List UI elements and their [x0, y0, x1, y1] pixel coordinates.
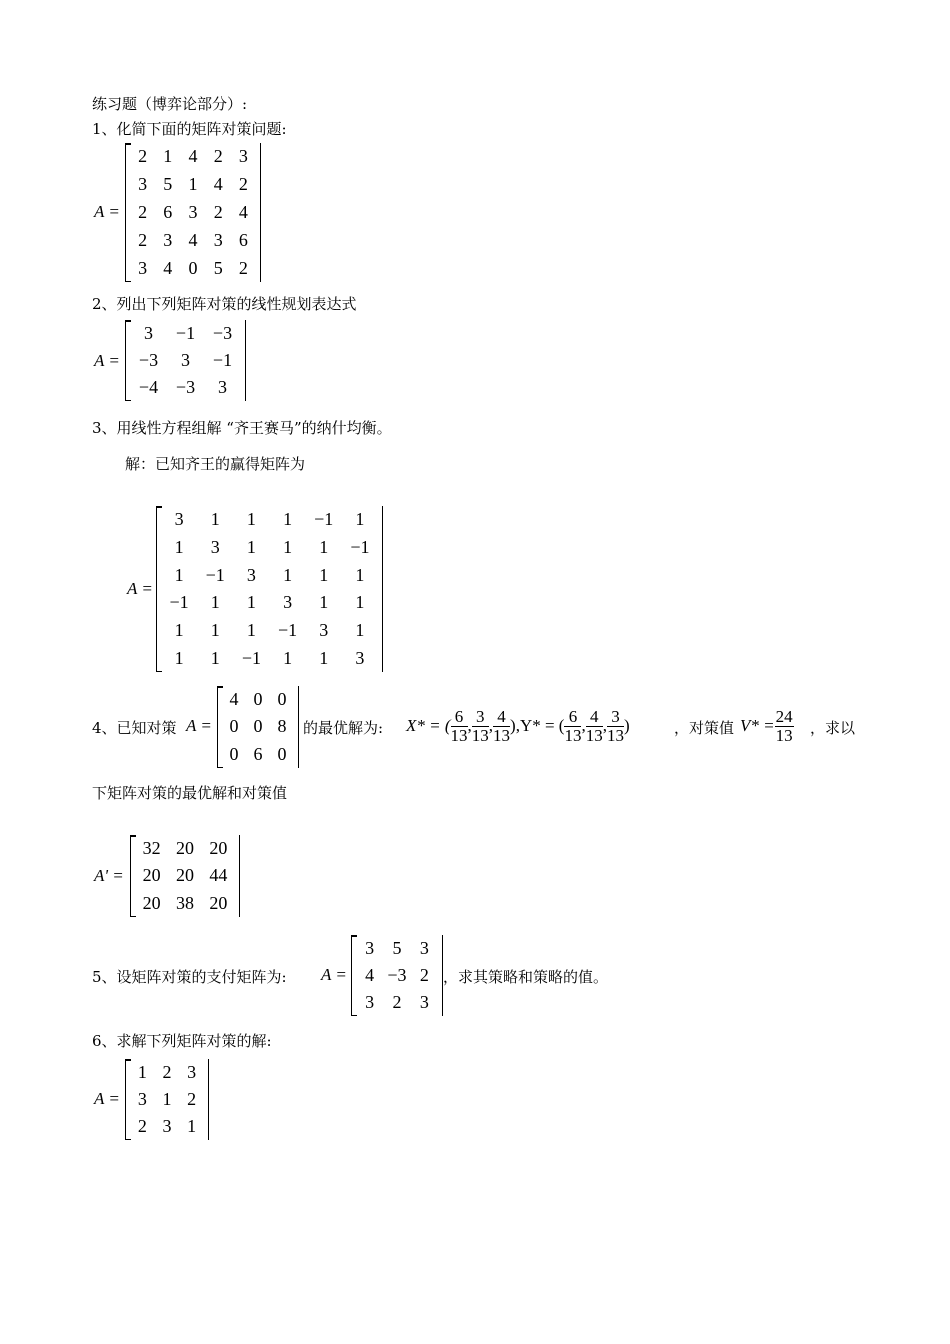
matrix-cell: 3	[365, 938, 375, 958]
x-frac-2: $\frac{3}{13}$	[471, 706, 489, 745]
matrix-cell: 20	[209, 892, 228, 913]
question-3-matrix	[156, 506, 383, 672]
question-4-value-text: ，对策值	[674, 719, 735, 737]
matrix-cell: 20	[142, 892, 161, 913]
question-6-matrix	[125, 1059, 209, 1140]
matrix-cell: 1	[162, 1089, 172, 1109]
matrix-cell: 3	[187, 1062, 197, 1082]
question-1-matrix	[125, 143, 261, 282]
matrix-cell: 32	[142, 838, 161, 859]
matrix-cell: 1	[174, 647, 184, 668]
question-2-matrix	[125, 320, 246, 401]
matrix-cell: 1	[174, 536, 184, 557]
matrix-cell: 0	[188, 257, 198, 278]
question-4-label: A =	[186, 716, 212, 735]
matrix-cell: 3	[162, 1116, 172, 1136]
matrix-cell: 3	[174, 509, 184, 530]
matrix-cell: 2	[138, 146, 148, 167]
v-frac: $\frac{24}{13}$	[775, 706, 793, 745]
matrix-cell: 20	[142, 865, 161, 886]
matrix-cell: −1	[314, 509, 334, 530]
x-frac-3: $\frac{4}{13}$	[493, 706, 511, 745]
matrix-cell: 2	[419, 965, 429, 985]
matrix-cell: 3	[283, 592, 293, 613]
matrix-cell: 0	[253, 689, 263, 710]
question-3-label: A =	[127, 579, 153, 598]
matrix-cell: 44	[209, 865, 228, 886]
y-frac-2: $\frac{4}{13}$	[585, 706, 603, 745]
matrix-cell: 1	[355, 592, 365, 613]
matrix-cell: 5	[163, 174, 173, 195]
matrix-cell: 4	[163, 257, 173, 278]
matrix-cell: 4	[188, 229, 198, 250]
question-5-label: A =	[321, 965, 347, 984]
matrix-cell: 1	[319, 592, 329, 613]
matrix-cell: 0	[253, 716, 263, 737]
matrix-cell: 2	[162, 1062, 172, 1082]
matrix-cell: 2	[138, 229, 148, 250]
matrix-cell: 3	[419, 992, 429, 1012]
matrix-cell: 1	[187, 1116, 197, 1136]
matrix-cell: 1	[246, 536, 256, 557]
y-close: )	[623, 716, 630, 735]
matrix-cell: 2	[238, 174, 248, 195]
matrix-cell: 3	[419, 938, 429, 958]
matrix-cell: 4	[188, 146, 198, 167]
question-4-matrix	[217, 686, 299, 768]
question-5-prefix: 5、设矩阵对策的支付矩阵为:	[92, 968, 287, 986]
matrix-cell: 1	[283, 647, 293, 668]
matrix-cell: 1	[283, 536, 293, 557]
matrix-cell: 3	[246, 564, 256, 585]
matrix-cell: 3	[213, 229, 223, 250]
matrix-cell: 3	[188, 201, 198, 222]
v-star-label: V* =	[740, 716, 775, 735]
matrix-cell: 1	[283, 564, 293, 585]
matrix-cell: 3	[144, 323, 153, 343]
x-star-label: X* = (	[406, 716, 451, 735]
matrix-cell: 2	[238, 257, 248, 278]
matrix-cell: 1	[319, 536, 329, 557]
question-6-text: 6、求解下列矩阵对策的解:	[92, 1032, 272, 1050]
matrix-cell: 2	[392, 992, 402, 1012]
matrix-cell: 3	[238, 146, 248, 167]
matrix-cell: 6	[253, 743, 263, 764]
matrix-cell: 3	[355, 647, 365, 668]
matrix-cell: 1	[137, 1062, 147, 1082]
question-3-text: 3、用线性方程组解 “齐王赛马”的纳什均衡。	[92, 419, 392, 437]
matrix-cell: 2	[213, 201, 223, 222]
matrix-cell: 1	[163, 146, 173, 167]
matrix-cell: 1	[355, 564, 365, 585]
matrix-cell: 20	[175, 865, 194, 886]
matrix-cell: 1	[174, 619, 184, 640]
matrix-cell: 3	[138, 257, 148, 278]
question-5-suffix: ，求其策略和策略的值。	[443, 968, 609, 986]
matrix-cell: 3	[319, 619, 329, 640]
matrix-cell: −4	[138, 377, 159, 397]
question-2-text: 2、列出下列矩阵对策的线性规划表达式	[92, 295, 357, 313]
matrix-cell: −1	[169, 592, 189, 613]
worksheet-title: 练习题（博弈论部分）:	[92, 95, 248, 113]
matrix-cell: 2	[137, 1116, 147, 1136]
question-6-label: A =	[94, 1089, 120, 1108]
matrix-cell: 0	[229, 716, 239, 737]
matrix-cell: 1	[246, 619, 256, 640]
matrix-cell: 3	[365, 992, 375, 1012]
question-4-prefix: 4、已知对策	[92, 719, 177, 737]
matrix-cell: 1	[210, 592, 220, 613]
matrix-cell: 3	[210, 536, 220, 557]
matrix-cell: −1	[212, 350, 233, 370]
y-frac-3: $\frac{3}{13}$	[606, 706, 624, 745]
matrix-cell: 1	[283, 509, 293, 530]
x-frac-1: $\frac{6}{13}$	[450, 706, 468, 745]
matrix-cell: 5	[392, 938, 402, 958]
matrix-cell: 0	[277, 689, 287, 710]
question-4-optimal-text: 的最优解为:	[303, 719, 384, 737]
y-star-label: ),Y* = (	[510, 716, 565, 735]
matrix-cell: 6	[238, 229, 248, 250]
question-1-label: A =	[94, 202, 120, 221]
matrix-cell: 2	[213, 146, 223, 167]
y-frac-1: $\frac{6}{13}$	[564, 706, 582, 745]
matrix-cell: 20	[175, 838, 194, 859]
matrix-cell: 3	[181, 350, 190, 370]
matrix-cell: 3	[138, 174, 148, 195]
question-2-label: A =	[94, 351, 120, 370]
game-value-formula	[740, 704, 794, 748]
matrix-cell: 0	[229, 743, 239, 764]
matrix-cell: 2	[138, 201, 148, 222]
matrix-cell: −3	[387, 965, 407, 985]
matrix-cell: 5	[213, 257, 223, 278]
question-5-matrix	[351, 935, 443, 1016]
matrix-cell: 4	[238, 201, 248, 222]
question-4-tail: ，求以	[810, 719, 856, 737]
optimal-solution-formula: X* = ( $\frac{6}{13}$ , $\frac{3}{13}$ , $\frac{4}{13}$ ),Y* = ( $\frac{6}{13}$ , $\frac{4}{13}$ , $\frac{3}{13}$ )	[406, 706, 630, 745]
matrix-cell: 38	[175, 892, 194, 913]
matrix-cell: 1	[188, 174, 198, 195]
matrix-cell: −1	[241, 647, 261, 668]
matrix-cell: 3	[163, 229, 173, 250]
matrix-cell: 1	[246, 509, 256, 530]
matrix-cell: 4	[229, 689, 239, 710]
matrix-cell: 1	[210, 647, 220, 668]
matrix-cell: 0	[277, 743, 287, 764]
matrix-cell: −3	[138, 350, 159, 370]
matrix-cell: 1	[319, 647, 329, 668]
matrix-cell: 1	[210, 509, 220, 530]
matrix-cell: 1	[355, 509, 365, 530]
question-4-continuation: 下矩阵对策的最优解和对策值	[92, 784, 288, 802]
matrix-cell: 1	[246, 592, 256, 613]
question-1-text: 1、化简下面的矩阵对策问题:	[92, 120, 287, 138]
matrix-cell: −3	[212, 323, 233, 343]
matrix-cell: −1	[205, 564, 225, 585]
matrix-cell: 6	[163, 201, 173, 222]
matrix-cell: 3	[137, 1089, 147, 1109]
matrix-cell: 8	[277, 716, 287, 737]
question-4-matrix-2	[130, 835, 240, 917]
matrix-cell: −1	[175, 323, 196, 343]
matrix-cell: 3	[218, 377, 227, 397]
matrix-cell: 2	[187, 1089, 197, 1109]
question-4-label-2: A' =	[94, 866, 124, 885]
matrix-cell: 1	[355, 619, 365, 640]
question-3-solution: 解：已知齐王的赢得矩阵为	[125, 455, 306, 473]
matrix-cell: 4	[365, 965, 375, 985]
matrix-cell: 20	[209, 838, 228, 859]
matrix-cell: 1	[174, 564, 184, 585]
matrix-cell: −1	[350, 536, 370, 557]
matrix-cell: 1	[319, 564, 329, 585]
matrix-cell: 1	[210, 619, 220, 640]
matrix-cell: −3	[175, 377, 196, 397]
matrix-cell: 4	[213, 174, 223, 195]
matrix-cell: −1	[278, 619, 298, 640]
